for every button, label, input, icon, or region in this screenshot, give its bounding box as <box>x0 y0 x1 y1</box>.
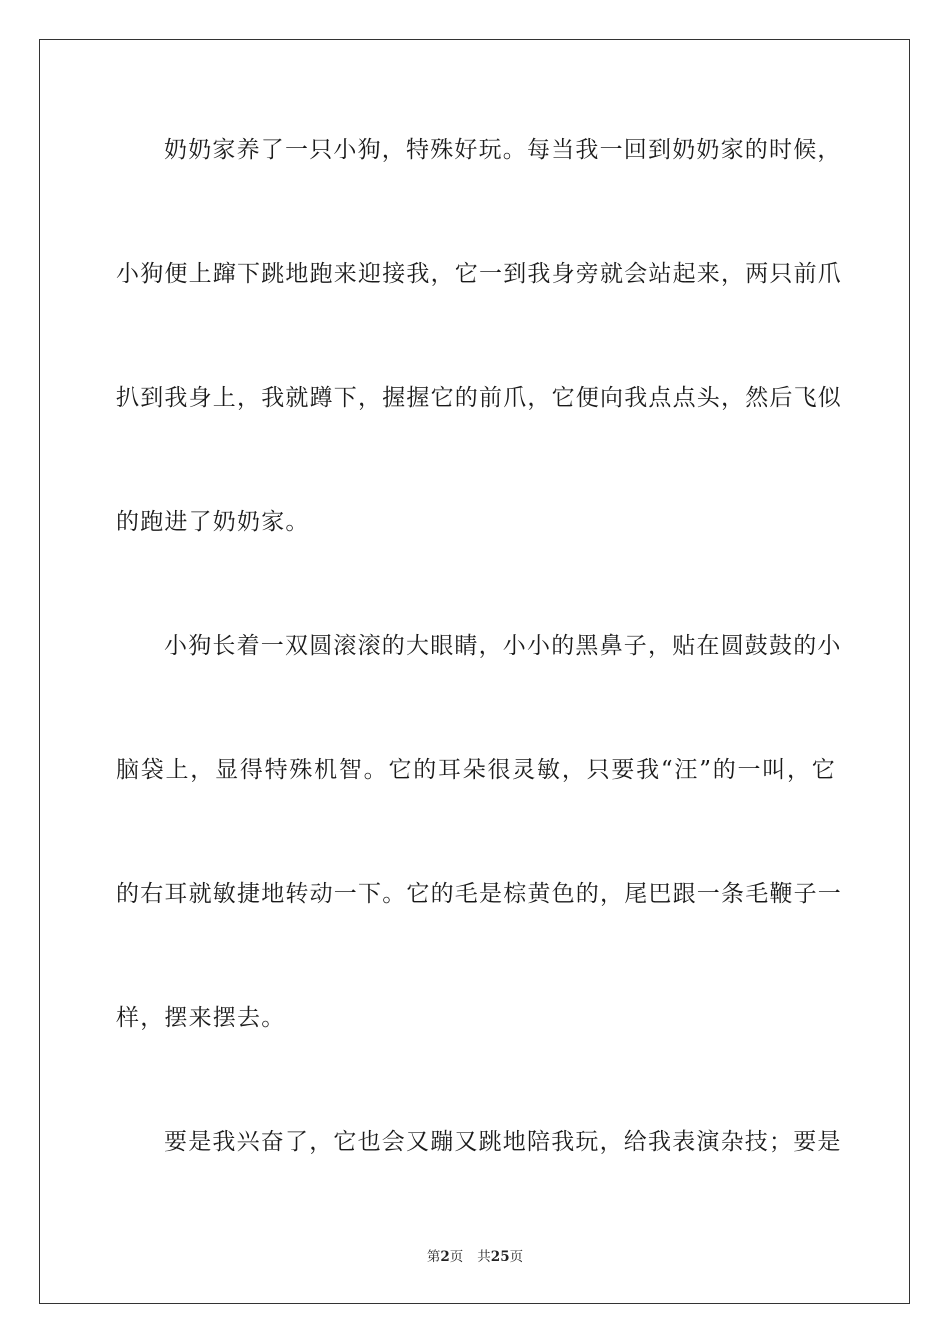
page-suffix: 页 <box>449 1249 464 1265</box>
total-pages: 25 <box>490 1249 510 1265</box>
paragraph-1-line-4: 的跑进了奶奶家。 <box>116 509 310 535</box>
paragraph-2-line-2: 脑袋上，显得特殊机智。它的耳朵很灵敏，只要我“汪”的一叫，它 <box>116 757 836 783</box>
paragraph-1-line-1: 奶奶家养了一只小狗，特殊好玩。每当我一回到奶奶家的时候， <box>164 137 842 163</box>
page-prefix: 第 <box>426 1249 441 1265</box>
paragraph-2-line-4: 样，摆来摆去。 <box>116 1005 286 1031</box>
total-prefix: 共 <box>477 1249 491 1265</box>
paragraph-1-line-3: 扒到我身上，我就蹲下，握握它的前爪，它便向我点点头，然后飞似 <box>116 385 842 411</box>
page-border <box>39 39 910 1304</box>
total-suffix: 页 <box>509 1249 524 1265</box>
paragraph-3-line-1: 要是我兴奋了，它也会又蹦又跳地陪我玩，给我表演杂技；要是 <box>164 1129 842 1155</box>
paragraph-2-line-1: 小狗长着一双圆滚滚的大眼睛，小小的黑鼻子，贴在圆鼓鼓的小 <box>164 633 842 659</box>
paragraph-1-line-2: 小狗便上蹿下跳地跑来迎接我，它一到我身旁就会站起来，两只前爪 <box>116 261 842 287</box>
page-footer <box>0 1248 950 1266</box>
paragraph-2-line-3: 的右耳就敏捷地转动一下。它的毛是棕黄色的，尾巴跟一条毛鞭子一 <box>116 881 842 907</box>
page-number: 2 <box>440 1249 450 1265</box>
